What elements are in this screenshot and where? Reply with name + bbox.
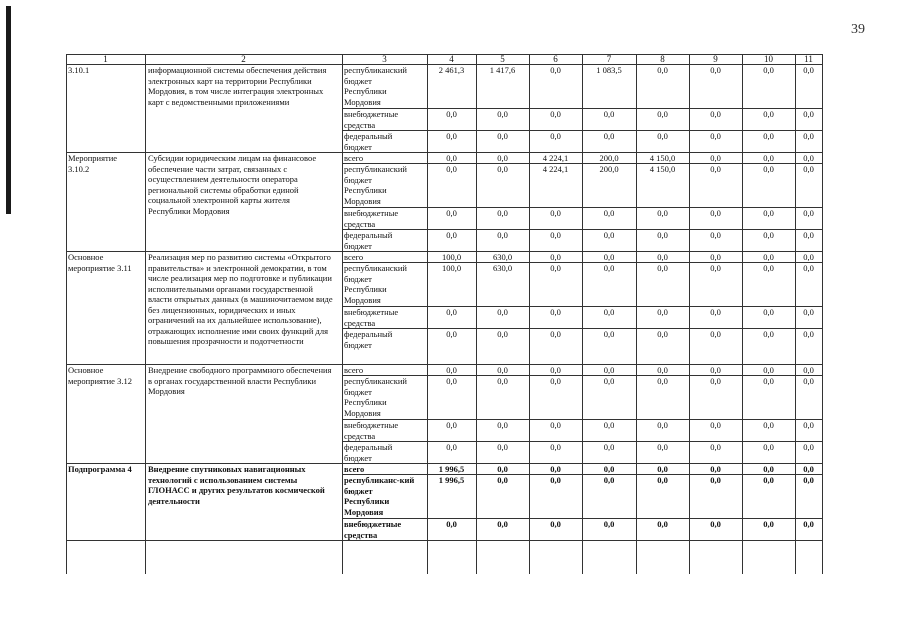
funding-source: республиканский бюджет Республики Мордовия (344, 263, 407, 305)
budget-value: 0,0 (446, 329, 457, 339)
budget-value: 0,0 (603, 365, 615, 375)
budget-value: 4 224,1 (542, 153, 569, 163)
budget-value: 0,0 (550, 131, 561, 141)
budget-value: 0,0 (763, 153, 774, 163)
budget-value: 0,0 (657, 208, 668, 218)
budget-value: 0,0 (803, 208, 814, 218)
budget-value: 0,0 (763, 208, 774, 218)
budget-value: 0,0 (763, 464, 774, 474)
budget-value: 0,0 (803, 252, 814, 262)
budget-value: 0,0 (603, 519, 615, 529)
activity-name: Внедрение спутниковых навигационных технологий с использованием системы ГЛОНАСС и других результатов космической деятельности (148, 464, 325, 506)
scan-edge-mark (6, 6, 11, 214)
budget-value: 0,0 (446, 376, 457, 386)
budget-value: 0,0 (603, 252, 615, 262)
budget-value: 0,0 (803, 307, 814, 317)
funding-source: внебюджетные средства (344, 109, 399, 130)
budget-value: 1 083,5 (596, 65, 622, 75)
budget-value: 0,0 (710, 420, 721, 430)
budget-value: 0,0 (710, 230, 721, 240)
budget-value: 0,0 (550, 420, 561, 430)
budget-value: 0,0 (550, 519, 561, 529)
budget-value: 0,0 (657, 329, 668, 339)
budget-value: 0,0 (550, 65, 561, 75)
budget-value: 0,0 (657, 65, 668, 75)
budget-value: 0,0 (497, 131, 508, 141)
activity-name: Субсидии юридическим лицам на финансовое обеспечение части затрат, связанных с осуществлением деятельности оператора региональной системы обработки единой социальной электронной карты жителя Республики Мордовия (148, 153, 317, 216)
budget-value: 0,0 (550, 252, 561, 262)
column-number: 5 (500, 54, 505, 64)
activity-code: Основное мероприятие 3.12 (68, 365, 132, 386)
budget-value: 0,0 (763, 252, 774, 262)
budget-value: 200,0 (599, 164, 619, 174)
budget-value: 630,0 (492, 252, 513, 262)
activity-code: Подпрограмма 4 (68, 464, 132, 474)
budget-table (66, 54, 822, 574)
budget-value: 0,0 (497, 109, 508, 119)
budget-value: 0,0 (550, 208, 561, 218)
budget-value: 0,0 (763, 65, 774, 75)
budget-value: 0,0 (803, 65, 814, 75)
budget-value: 0,0 (446, 153, 457, 163)
column-number: 6 (553, 54, 558, 64)
budget-value: 0,0 (550, 329, 561, 339)
budget-value: 630,0 (492, 263, 513, 273)
budget-value: 0,0 (446, 519, 457, 529)
budget-value: 0,0 (710, 65, 721, 75)
budget-value: 0,0 (710, 519, 721, 529)
budget-value: 0,0 (603, 376, 615, 386)
budget-value: 0,0 (710, 164, 721, 174)
budget-value: 0,0 (446, 164, 457, 174)
funding-source: внебюджетные средства (344, 208, 399, 229)
funding-source: федеральный бюджет (344, 230, 393, 251)
budget-value: 0,0 (803, 376, 814, 386)
budget-value: 4 150,0 (649, 164, 676, 174)
budget-value: 0,0 (710, 252, 721, 262)
budget-value: 0,0 (803, 263, 814, 273)
budget-value: 0,0 (657, 131, 668, 141)
budget-value: 0,0 (497, 376, 508, 386)
budget-value: 0,0 (497, 420, 508, 430)
table-vline (145, 54, 146, 574)
funding-source: республиканский бюджет Республики Мордовия (344, 65, 407, 107)
budget-value: 0,0 (497, 208, 508, 218)
budget-value: 0,0 (763, 263, 774, 273)
table-vline (342, 54, 343, 574)
funding-source: федеральный бюджет (344, 329, 393, 350)
budget-value: 0,0 (803, 442, 814, 452)
column-number: 7 (606, 54, 612, 64)
funding-source: республиканс-кий бюджет Республики Мордовия (344, 475, 415, 517)
funding-source: республиканский бюджет Республики Мордовия (344, 376, 407, 418)
funding-source: республиканский бюджет Республики Мордовия (344, 164, 407, 206)
budget-value: 0,0 (657, 230, 668, 240)
budget-value: 0,0 (497, 442, 508, 452)
budget-value: 0,0 (710, 464, 721, 474)
budget-value: 0,0 (550, 376, 561, 386)
budget-value: 0,0 (803, 109, 814, 119)
funding-source: всего (344, 464, 365, 474)
budget-value: 1 996,5 (438, 464, 465, 474)
budget-value: 0,0 (550, 263, 561, 273)
column-number: 3 (382, 54, 387, 64)
budget-value: 0,0 (763, 164, 774, 174)
budget-value: 0,0 (803, 153, 814, 163)
budget-value: 0,0 (763, 131, 774, 141)
budget-value: 0,0 (763, 519, 774, 529)
group-row-line (66, 540, 822, 541)
column-number: 4 (449, 54, 454, 64)
funding-source: внебюджетные средства (344, 420, 399, 441)
budget-value: 4 150,0 (649, 153, 676, 163)
budget-value: 0,0 (497, 329, 508, 339)
funding-source: всего (344, 252, 364, 262)
budget-value: 0,0 (603, 208, 615, 218)
budget-value: 0,0 (603, 420, 615, 430)
budget-value: 0,0 (550, 307, 561, 317)
budget-value: 2 461,3 (438, 65, 465, 75)
budget-value: 0,0 (657, 307, 668, 317)
budget-value: 0,0 (763, 420, 774, 430)
budget-value: 0,0 (550, 442, 561, 452)
budget-value: 0,0 (710, 153, 721, 163)
budget-value: 0,0 (657, 519, 668, 529)
budget-value: 0,0 (803, 131, 814, 141)
budget-value: 0,0 (603, 263, 615, 273)
budget-value: 0,0 (803, 464, 814, 474)
budget-value: 0,0 (603, 475, 615, 485)
budget-value: 0,0 (763, 442, 774, 452)
budget-value: 0,0 (803, 329, 814, 339)
budget-value: 0,0 (657, 464, 668, 474)
budget-value: 0,0 (763, 365, 774, 375)
budget-value: 0,0 (497, 307, 508, 317)
budget-value: 0,0 (603, 230, 615, 240)
funding-source: внебюджетные средства (344, 307, 399, 328)
budget-value: 100,0 (441, 263, 462, 273)
budget-value: 0,0 (603, 307, 615, 317)
budget-value: 0,0 (550, 475, 561, 485)
budget-value: 0,0 (803, 475, 814, 485)
budget-value: 0,0 (550, 230, 561, 240)
budget-value: 0,0 (497, 365, 508, 375)
budget-value: 0,0 (446, 131, 457, 141)
budget-value: 0,0 (497, 475, 508, 485)
budget-value: 0,0 (763, 307, 774, 317)
column-number: 8 (660, 54, 665, 64)
budget-value: 0,0 (603, 329, 615, 339)
budget-value: 0,0 (603, 109, 615, 119)
budget-value: 0,0 (710, 109, 721, 119)
activity-name: Реализация мер по развитию системы «Открытого правительства» и электронной демократии, в том числе реализация мер по подготовке и публикации исполнительными органами государственной власти открытых данных (в машиночитаемом виде без лицензионных, юридических и иных ограничений на их дальнейшее использование), отражающих исполнение ими своих функций для повышения прозрачности и подотчетности (148, 252, 333, 346)
table-vline (822, 54, 823, 574)
activity-code: 3.10.1 (68, 65, 90, 75)
budget-value: 0,0 (497, 230, 508, 240)
budget-value: 0,0 (497, 153, 508, 163)
budget-value: 0,0 (657, 109, 668, 119)
page-number: 39 (851, 22, 865, 37)
budget-value: 0,0 (603, 131, 615, 141)
table-vline (66, 54, 67, 574)
budget-value: 0,0 (603, 464, 615, 474)
budget-value: 0,0 (550, 464, 561, 474)
budget-value: 0,0 (763, 475, 774, 485)
column-number: 1 (103, 54, 108, 64)
column-number: 11 (804, 54, 813, 64)
budget-value: 0,0 (710, 307, 721, 317)
column-number: 10 (764, 54, 773, 64)
budget-value: 0,0 (497, 464, 508, 474)
budget-value: 0,0 (710, 329, 721, 339)
budget-value: 0,0 (710, 208, 721, 218)
budget-value: 0,0 (550, 365, 561, 375)
budget-value: 0,0 (803, 164, 814, 174)
budget-value: 0,0 (497, 519, 508, 529)
budget-value: 0,0 (550, 109, 561, 119)
budget-value: 0,0 (446, 208, 457, 218)
budget-value: 0,0 (446, 230, 457, 240)
budget-value: 0,0 (657, 252, 668, 262)
budget-value: 0,0 (710, 131, 721, 141)
budget-value: 0,0 (763, 109, 774, 119)
budget-value: 0,0 (657, 376, 668, 386)
funding-source: внебюджетные средства (344, 519, 402, 540)
funding-source: федеральный бюджет (344, 131, 393, 152)
budget-value: 0,0 (657, 420, 668, 430)
budget-value: 100,0 (441, 252, 462, 262)
budget-value: 200,0 (599, 153, 619, 163)
activity-code: Основное мероприятие 3.11 (68, 252, 132, 273)
budget-value: 0,0 (803, 519, 814, 529)
funding-source: всего (344, 153, 364, 163)
budget-value: 0,0 (803, 230, 814, 240)
column-number: 2 (241, 54, 246, 64)
budget-value: 0,0 (446, 109, 457, 119)
activity-code: Мероприятие 3.10.2 (68, 153, 118, 174)
activity-name: Внедрение свободного программного обеспечения в органах государственной власти Республики Мордовия (148, 365, 332, 396)
budget-value: 0,0 (710, 376, 721, 386)
budget-value: 0,0 (710, 263, 721, 273)
budget-value: 0,0 (803, 420, 814, 430)
budget-value: 0,0 (803, 365, 814, 375)
budget-value: 0,0 (446, 442, 457, 452)
column-number: 9 (713, 54, 718, 64)
budget-value: 0,0 (603, 442, 615, 452)
budget-value: 0,0 (657, 365, 668, 375)
budget-value: 0,0 (446, 420, 457, 430)
funding-source: федеральный бюджет (344, 442, 393, 463)
budget-value: 0,0 (763, 329, 774, 339)
activity-name: информационной системы обеспечения действия электронных карт на территории Республики Мордовия, в том числе интеграция электронных карт с ведомственными приложениями (148, 65, 327, 107)
funding-source: всего (344, 365, 364, 375)
budget-value: 0,0 (497, 164, 508, 174)
budget-value: 0,0 (446, 307, 457, 317)
budget-value: 1 996,5 (438, 475, 465, 485)
budget-value: 0,0 (657, 442, 668, 452)
budget-value: 0,0 (763, 376, 774, 386)
budget-value: 4 224,1 (542, 164, 569, 174)
budget-value: 0,0 (710, 442, 721, 452)
budget-value: 0,0 (657, 263, 668, 273)
budget-value: 0,0 (763, 230, 774, 240)
budget-value: 0,0 (446, 365, 457, 375)
budget-value: 0,0 (710, 365, 721, 375)
budget-value: 1 417,6 (489, 65, 516, 75)
budget-value: 0,0 (710, 475, 721, 485)
budget-value: 0,0 (657, 475, 668, 485)
